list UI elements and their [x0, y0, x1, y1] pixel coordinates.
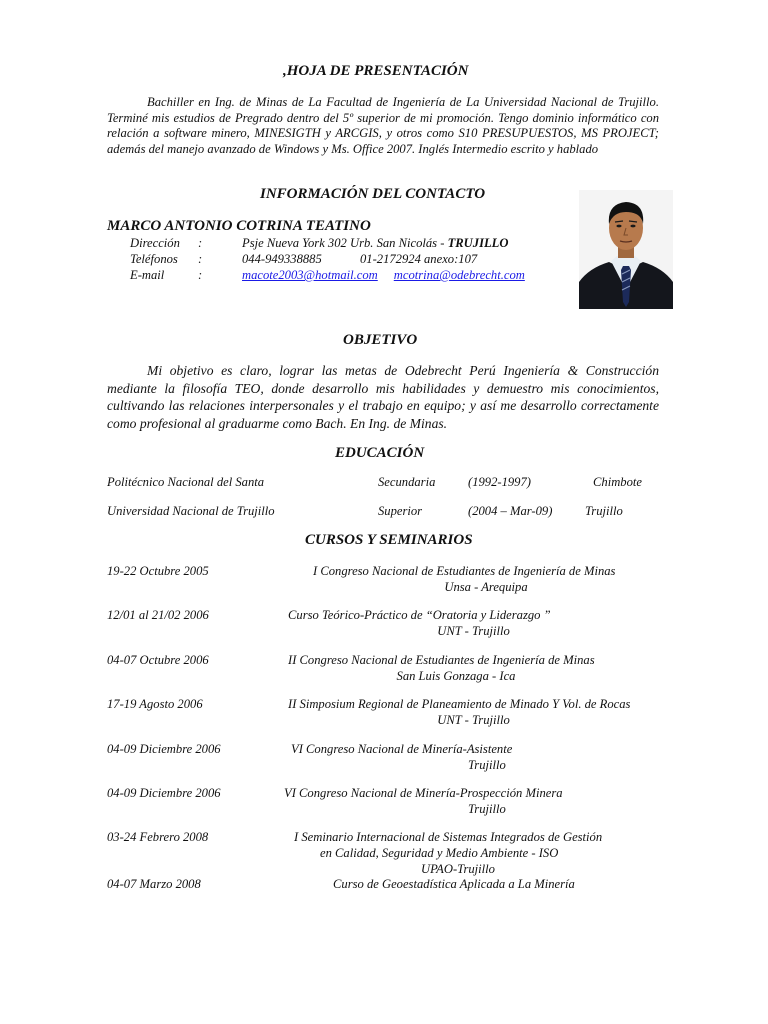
email-colon: : [198, 268, 203, 282]
address-city: TRUJILLO [447, 236, 509, 250]
course-title-4: II Simposium Regional de Planeamiento de Minado Y Vol. de Rocas [288, 697, 631, 711]
course-date-6: 04-09 Diciembre 2006 [107, 786, 221, 800]
address-colon: : [198, 236, 203, 250]
course-date-1: 19-22 Octubre 2005 [107, 564, 209, 578]
phone-label: Teléfonos [130, 252, 178, 266]
course-date-2: 12/01 al 21/02 2006 [107, 608, 209, 622]
course-title-5: VI Congreso Nacional de Minería-Asistente [291, 742, 513, 756]
education-heading: EDUCACIÓN [335, 445, 425, 461]
email-label: E-mail [130, 268, 165, 282]
course-title-1: I Congreso Nacional de Estudiantes de Ingeniería de Minas [313, 564, 616, 578]
course-title-6: VI Congreso Nacional de Minería-Prospección Minera [284, 786, 563, 800]
address-label: Dirección [130, 236, 180, 250]
course-place-7: UPAO-Trujillo [421, 862, 495, 876]
course-title-3: II Congreso Nacional de Estudiantes de Ingeniería de Minas [288, 653, 595, 667]
edu-school-2: Universidad Nacional de Trujillo [107, 504, 275, 518]
edu-level-1: Secundaria [378, 475, 436, 489]
edu-school-1: Politécnico Nacional del Santa [107, 475, 265, 489]
contact-address-row [130, 236, 508, 251]
course-date-5: 04-09 Diciembre 2006 [107, 742, 221, 756]
edu-years-2: (2004 – Mar-09) [468, 504, 553, 518]
course-place-1: Unsa - Arequipa [444, 580, 528, 594]
edu-years-1: (1992-1997) [468, 475, 531, 489]
phone-colon: : [198, 252, 203, 266]
course-title-7: I Seminario Internacional de Sistemas Integrados de Gestión [294, 830, 603, 844]
email-link-2[interactable]: mcotrina@odebrecht.com [393, 268, 525, 282]
course-place-4: UNT - Trujillo [437, 713, 510, 727]
phone-1: 044-949338885 [242, 252, 322, 266]
phone-2: 01-2172924 anexo:107 [360, 252, 478, 266]
page-title: ,HOJA DE PRESENTACIÓN [283, 63, 469, 79]
courses-heading: CURSOS Y SEMINARIOS [305, 532, 473, 548]
course-place-6: Trujillo [468, 802, 506, 816]
objective-paragraph [107, 362, 659, 432]
course-title-2: Curso Teórico-Práctico de “Oratoria y Liderazgo ” [288, 608, 551, 622]
edu-city-1: Chimbote [593, 475, 642, 489]
course-date-8: 04-07 Marzo 2008 [107, 877, 201, 891]
objective-heading: OBJETIVO [343, 332, 418, 348]
email-link-1[interactable]: macote2003@hotmail.com [242, 268, 378, 282]
contact-phone-row [130, 252, 477, 267]
course-date-3: 04-07 Octubre 2006 [107, 653, 209, 667]
edu-level-2: Superior [378, 504, 423, 518]
contact-email-row [130, 268, 525, 283]
objective-text: Mi objetivo es claro, lograr las metas de Odebrecht Perú Ingeniería & Construcción mediante la filosofía TEO, donde desarrollo mis habilidades y demuestro mis conocimientos, cultivando las relaciones interpersonales y el trabajo en equipo; y así me desarrollo correctamente como profesional al graduarme como Bach. En Ing. de Minas. [107, 363, 659, 431]
profile-photo-illustration [579, 190, 673, 309]
course-title-7b: en Calidad, Seguridad y Medio Ambiente - ISO [320, 846, 559, 860]
course-place-3: San Luis Gonzaga - Ica [396, 669, 516, 683]
profile-photo [579, 190, 673, 309]
course-place-2: UNT - Trujillo [437, 624, 510, 638]
course-title-8: Curso de Geoestadística Aplicada a La Minería [333, 877, 575, 891]
course-date-7: 03-24 Febrero 2008 [107, 830, 209, 844]
edu-city-2: Trujillo [585, 504, 623, 518]
intro-paragraph [107, 95, 659, 157]
contact-heading: INFORMACIÓN DEL CONTACTO [260, 186, 486, 202]
course-place-5: Trujillo [468, 758, 506, 772]
intro-text: Bachiller en Ing. de Minas de La Facultad de Ingeniería de La Universidad Nacional de Trujillo. Terminé mis estudios de Pregrado dentro del 5º superior de mi promoción. Tengo dominio informático con relación a software minero, MINESIGTH y ARCGIS, y otros como S10 PRESUPUESTOS, MS PROJECT; además del manejo avanzado de Windows y Ms. Office 2007. Inglés Intermedio escrito y hablado [107, 95, 659, 156]
address-value: Psje Nueva York 302 Urb. San Nicolás - [242, 236, 448, 250]
course-date-4: 17-19 Agosto 2006 [107, 697, 203, 711]
contact-name: MARCO ANTONIO COTRINA TEATINO [107, 218, 371, 234]
